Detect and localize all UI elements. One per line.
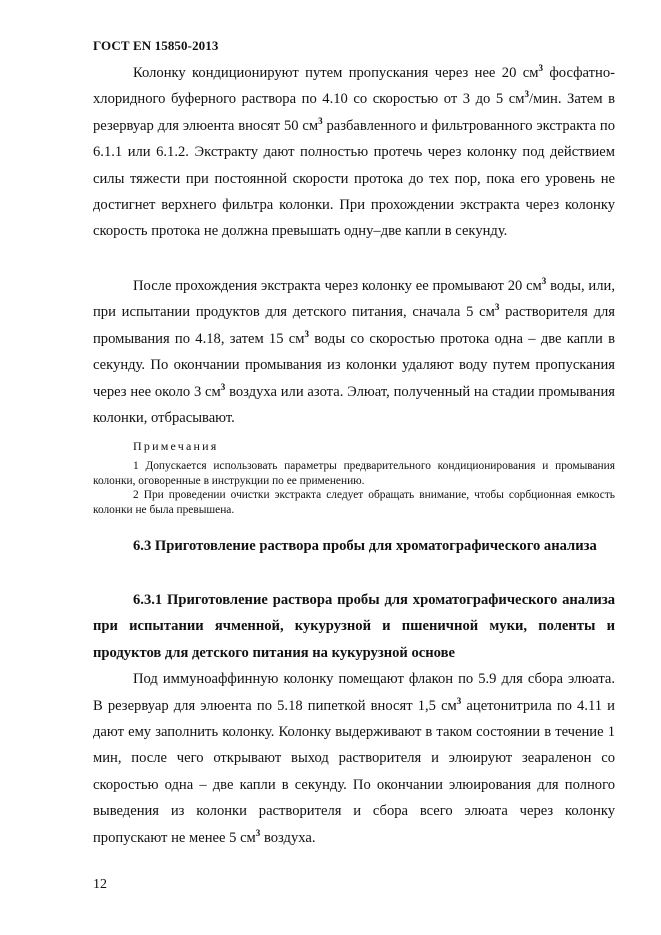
paragraph-column-washing-text: После прохождения экстракта через колонку ее промывают 20 $см^3$ воды, или, при испытании продуктов для детского питания, сначала 5 $см^3$ растворителя для промывания по 4.18, затем 15 $см^3$ воды со скоростью протока одна – две капли в секунду. По окончании промывания из колонки удаляют воду путем пропускания через нее около 3 $см^3$ воздуха или азота. Элюат, полученный на стадии промывания колонки, отбрасывают. bbox=[93, 276, 615, 427]
paragraph-column-conditioning bbox=[93, 60, 615, 245]
notes-title: Примечания bbox=[133, 439, 219, 453]
note-item-1: 1 Допускается использовать параметры предварительного кондиционирования и промывания колонки, оговоренные в инструкции по ее применению. bbox=[93, 460, 615, 487]
paragraph-column-washing bbox=[93, 273, 615, 431]
note-item-2: 2 При проведении очистки экстракта следует обращать внимание, чтобы сорбционная емкость колонки не была превышена. bbox=[93, 489, 615, 516]
section-heading-6-3-text: 6.3 Приготовление раствора пробы для хроматографического анализа bbox=[133, 538, 597, 554]
page-number: 12 bbox=[93, 877, 107, 892]
section-heading-6-3 bbox=[93, 533, 615, 559]
section-heading-6-3-1-text: 6.3.1 Приготовление раствора пробы для хроматографического анализа при испытании ячменной, кукурузной и пшеничной муки, поленты и продуктов для детского питания на кукурузной основе bbox=[93, 592, 615, 661]
document-code-header: ГОСТ EN 15850-2013 bbox=[93, 38, 219, 53]
section-6-3-1-body: Под иммуноаффинную колонку помещают флакон по 5.9 для сбора элюата. В резервуар для элюента по 5.18 пипеткой вносят 1,5 $см^3$ ацетонитрила по 4.11 и дают ему заполнить колонку. Колонку выдерживают в таком состоянии в течение 1 мин, после чего открывают выход растворителя и элюируют зеараленон со скоростью одна – две капли в секунду. По окончании элюирования для полного выведения из колонки растворителя и сбора всего элюата через колонку пропускают не менее 5 $см^3$ воздуха. bbox=[93, 671, 615, 846]
notes-block bbox=[93, 438, 615, 517]
paragraph-column-conditioning-text: Колонку кондиционируют путем пропускания через нее 20 $см^3$ фосфатно-хлоридного буферного раствора по 4.10 со скоростью от 3 до 5 $см^3$/мин. Затем в резервуар для элюента вносят 50 $см^3$ разбавленного и фильтрованного экстракта по 6.1.1 или 6.1.2. Экстракту дают полностью протечь через колонку под действием силы тяжести при постоянной скорости протока до тех пор, пока его уровень не достигнет верхнего фильтра колонки. При прохождении экстракта через колонку скорость протока не должна превышать одну–две капли в секунду. bbox=[93, 63, 616, 240]
section-6-3-1 bbox=[93, 587, 615, 851]
